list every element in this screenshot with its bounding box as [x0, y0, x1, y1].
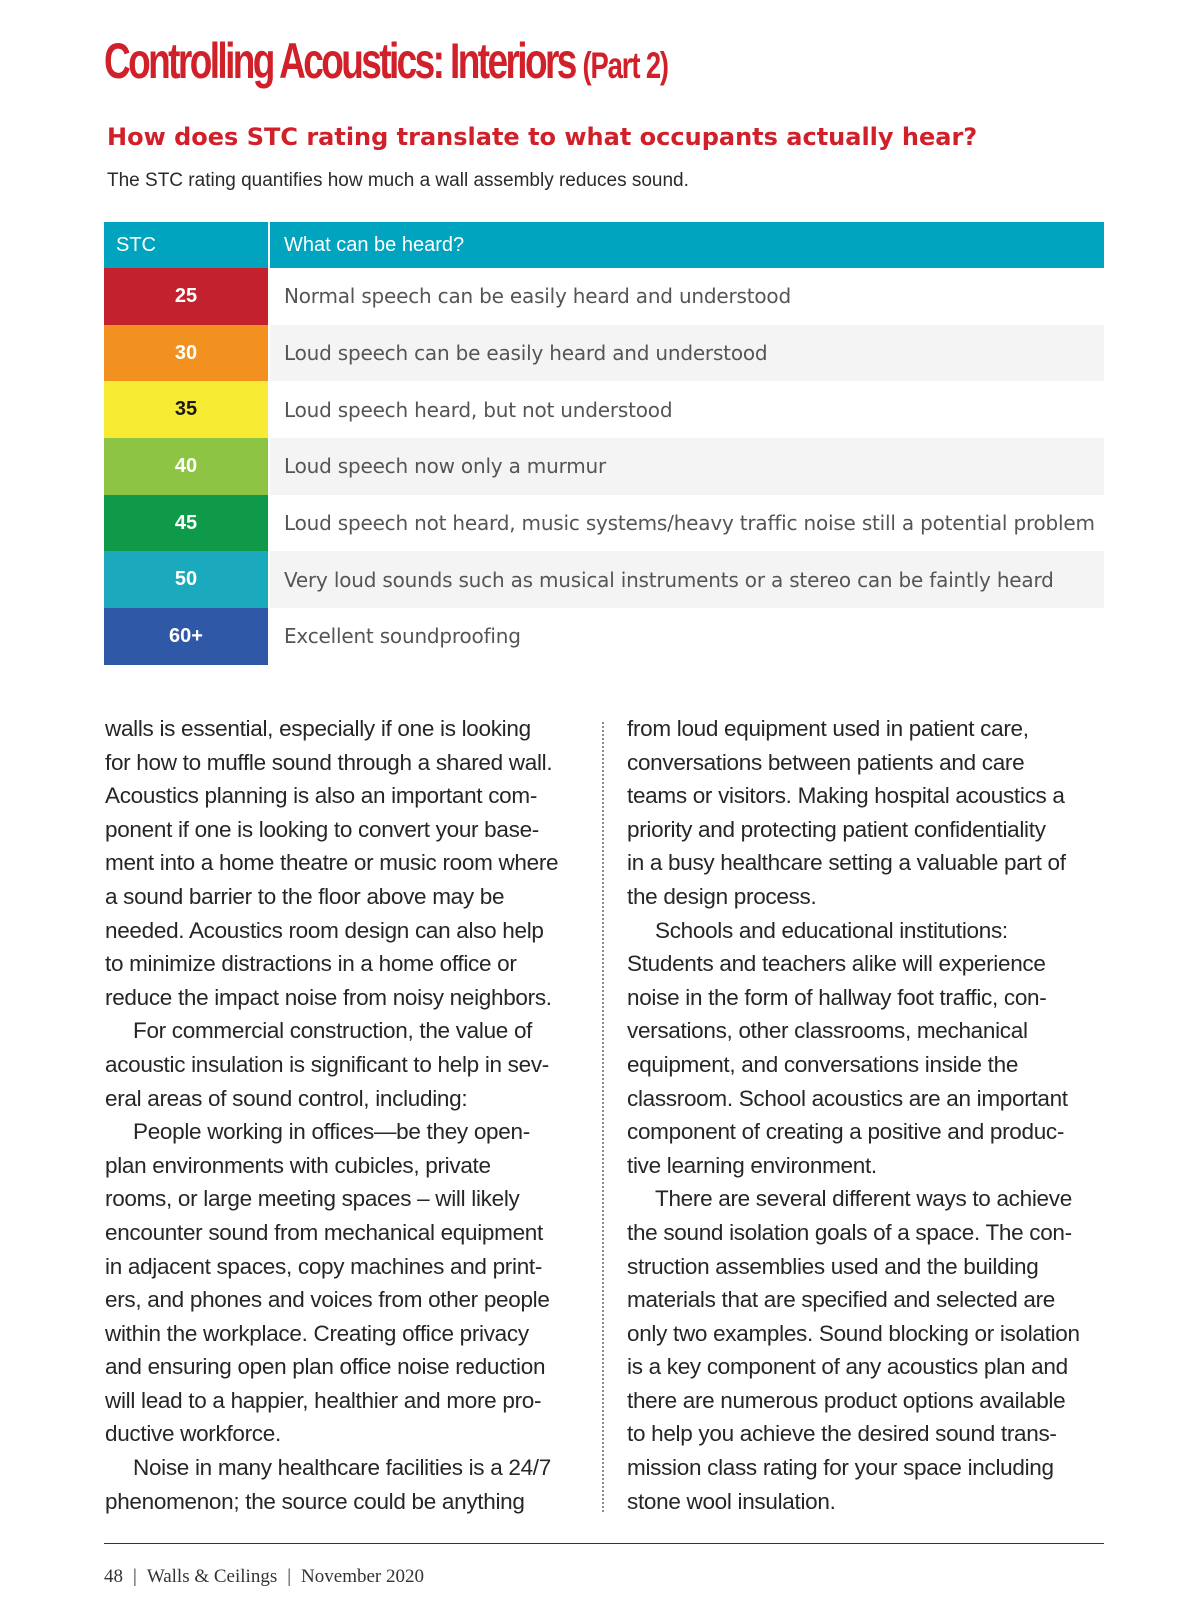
stc-rating-cell: 45	[104, 495, 270, 552]
text-line: there are numerous product options available	[627, 1387, 1066, 1413]
stc-rating-cell: 60+	[104, 608, 270, 665]
table-row	[104, 438, 1104, 495]
body-paragraph	[627, 914, 1109, 1183]
table-row	[104, 495, 1104, 552]
page-title	[104, 30, 668, 97]
stc-rating-cell: 50	[104, 551, 270, 608]
text-line: classroom. School acoustics are an important	[627, 1085, 1068, 1111]
body-paragraph	[627, 1182, 1109, 1518]
text-line: the design process.	[627, 883, 817, 909]
text-line: encounter sound from mechanical equipment	[105, 1219, 543, 1245]
publication-name: Walls & Ceilings	[146, 1566, 278, 1587]
heard-description-cell: Loud speech not heard, music systems/heavy traffic noise still a potential problem	[284, 511, 1095, 536]
heard-description-cell: Loud speech heard, but not understood	[284, 397, 673, 422]
intro-text: The STC rating quantifies how much a wall assembly reduces sound.	[107, 170, 689, 191]
text-line: rooms, or large meeting spaces – will likely	[105, 1186, 520, 1212]
table-row	[104, 381, 1104, 438]
text-line: ment into a home theatre or music room where	[105, 850, 559, 876]
heard-description-cell: Normal speech can be easily heard and understood	[284, 284, 791, 309]
stc-rating-cell: 30	[104, 325, 270, 382]
text-line: walls is essential, especially if one is looking	[105, 716, 531, 741]
text-line: only two examples. Sound blocking or isolation	[627, 1320, 1080, 1346]
text-line: within the workplace. Creating office privacy	[105, 1320, 529, 1346]
page-number: 48	[104, 1566, 123, 1587]
text-line: needed. Acoustics room design can also help	[105, 917, 544, 943]
text-line: noise in the form of hallway foot traffic, con-	[627, 984, 1047, 1010]
text-line: materials that are specified and selected are	[627, 1287, 1055, 1313]
text-line: acoustic insulation is significant to help in sev-	[105, 1051, 549, 1077]
text-line: reduce the impact noise from noisy neighbors.	[105, 984, 552, 1010]
heard-description-cell: Very loud sounds such as musical instruments or a stereo can be faintly heard	[270, 551, 1104, 608]
text-line: Students and teachers alike will experience	[627, 951, 1046, 977]
body-paragraph	[105, 1115, 587, 1451]
text-line: priority and protecting patient confidentiality	[627, 816, 1046, 842]
footer-separator: |	[287, 1566, 292, 1587]
table-row	[104, 608, 1104, 665]
text-line: ers, and phones and voices from other people	[105, 1287, 550, 1313]
text-line: is a key component of any acoustics plan and	[627, 1354, 1068, 1380]
body-paragraph	[627, 712, 1109, 914]
stc-rating-cell: 35	[104, 381, 270, 438]
text-line: eral areas of sound control, including:	[105, 1085, 468, 1111]
table-row	[104, 551, 1104, 608]
header-stc: STC	[104, 222, 270, 268]
body-paragraph	[105, 712, 587, 1014]
text-line: to help you achieve the desired sound trans-	[627, 1421, 1057, 1447]
text-line: for how to muffle sound through a shared wall.	[105, 749, 553, 775]
text-line: stone wool insulation.	[627, 1488, 836, 1514]
text-line: Acoustics planning is also an important com-	[105, 783, 538, 809]
footer-separator: |	[133, 1566, 137, 1587]
header-what-heard: What can be heard?	[284, 233, 465, 256]
heard-description-cell: Loud speech now only a murmur	[270, 438, 1104, 495]
text-line: in adjacent spaces, copy machines and print-	[105, 1253, 543, 1279]
text-line: mission class rating for your space including	[627, 1455, 1054, 1481]
text-line: versations, other classrooms, mechanical	[627, 1018, 1028, 1044]
stc-rating-cell: 40	[104, 438, 270, 495]
table-header	[104, 222, 1104, 268]
text-line: People working in offices—be they open-	[133, 1119, 530, 1145]
text-line: Schools and educational institutions:	[655, 917, 1008, 943]
heard-description-cell: Excellent soundproofing	[284, 624, 521, 649]
issue-date: November 2020	[301, 1566, 424, 1587]
text-line: to minimize distractions in a home office or	[105, 951, 517, 977]
page-title-main: Controlling Acoustics: Interiors	[104, 33, 575, 89]
text-line: the sound isolation goals of a space. The con-	[627, 1219, 1072, 1245]
text-line: will lead to a happier, healthier and more pro-	[105, 1387, 542, 1413]
text-line: a sound barrier to the floor above may be	[105, 883, 505, 909]
text-line: and ensuring open plan office noise reduction	[105, 1354, 546, 1380]
stc-table	[104, 222, 1104, 665]
text-line: ductive workforce.	[105, 1421, 281, 1447]
text-line: plan environments with cubicles, private	[105, 1152, 491, 1178]
table-row	[104, 268, 1104, 325]
text-line: Noise in many healthcare facilities is a 24/7	[133, 1455, 551, 1481]
text-line: There are several different ways to achieve	[655, 1186, 1072, 1212]
text-line: teams or visitors. Making hospital acoustics a	[627, 783, 1065, 809]
heard-description-cell: Loud speech can be easily heard and understood	[270, 325, 1104, 382]
body-column-left	[105, 712, 587, 1518]
section-question: How does STC rating translate to what occupants actually hear?	[107, 123, 978, 151]
text-line: ponent if one is looking to convert your base-	[105, 816, 539, 842]
footer	[104, 1566, 424, 1588]
text-line: conversations between patients and care	[627, 749, 1025, 775]
page-title-part: (Part 2)	[582, 45, 668, 86]
text-line: equipment, and conversations inside the	[627, 1051, 1019, 1077]
column-divider	[602, 722, 604, 1512]
body-paragraph	[105, 1451, 587, 1518]
table-row	[104, 325, 1104, 382]
table-body	[104, 268, 1104, 665]
text-line: phenomenon; the source could be anything	[105, 1488, 525, 1514]
text-line: tive learning environment.	[627, 1152, 877, 1178]
text-line: in a busy healthcare setting a valuable part of	[627, 850, 1066, 876]
text-line: struction assemblies used and the building	[627, 1253, 1039, 1279]
text-line: component of creating a positive and produc-	[627, 1119, 1065, 1145]
body-paragraph	[105, 1014, 587, 1115]
stc-rating-cell: 25	[104, 268, 270, 325]
text-line: For commercial construction, the value of	[133, 1018, 533, 1044]
body-column-right	[627, 712, 1109, 1518]
text-line: from loud equipment used in patient care,	[627, 716, 1029, 741]
footer-rule	[104, 1543, 1104, 1544]
